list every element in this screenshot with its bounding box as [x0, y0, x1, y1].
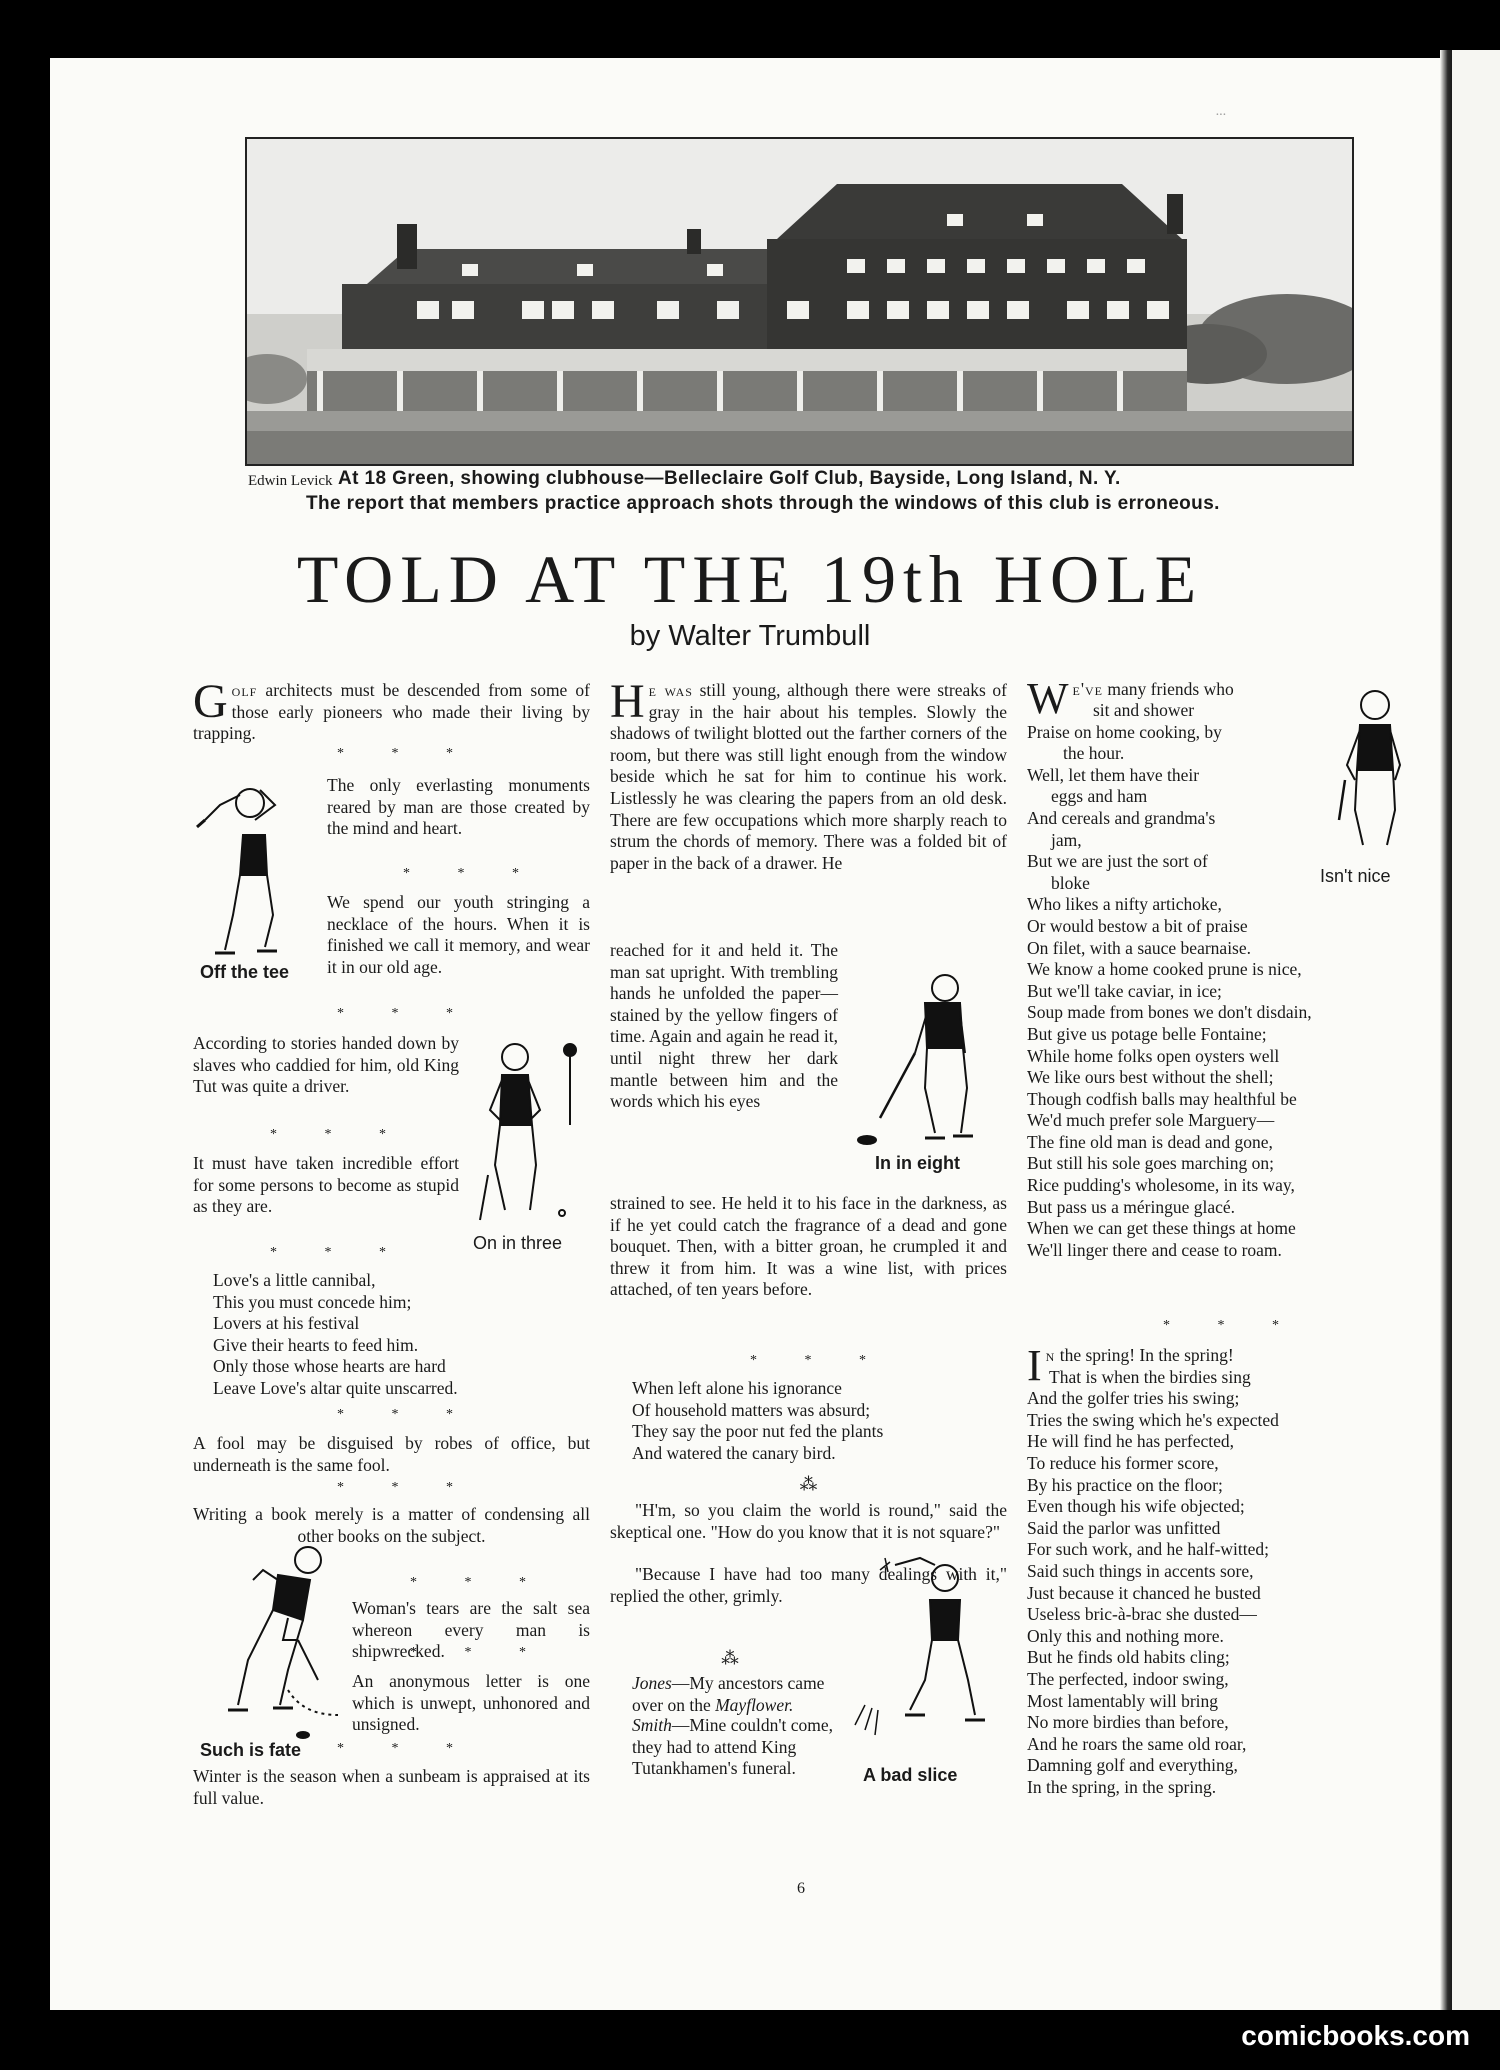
golfer-bad-slice-illustration	[850, 1550, 1010, 1755]
section-divider: * * *	[270, 1127, 408, 1142]
verse-line: We know a home cooked prune is nice,	[1027, 959, 1302, 980]
col1-paragraph-1	[193, 675, 590, 745]
verse-line: We'll linger there and cease to roam.	[1027, 1239, 1282, 1260]
verse-line: But we'll take caviar, in ice;	[1027, 980, 1222, 1001]
section-divider: * * *	[337, 1741, 475, 1756]
col2-paragraph-1a	[610, 675, 1007, 874]
verse-line: But pass us a méringue glacé.	[1027, 1196, 1236, 1217]
verse-line: When we can get these things at home	[1027, 1218, 1296, 1239]
verse-line: bloke	[1051, 872, 1090, 893]
col1-paragraph-7: Writing a book merely is a matter of condensing all other books on the subject.	[193, 1504, 590, 1546]
col1-paragraph-2: The only everlasting monuments reared by man are those created by the mind and heart.	[327, 775, 590, 839]
col1-paragraph-3: We spend our youth stringing a necklace of the hours. When it is finished we call it memory, and wear it in our old age.	[327, 892, 590, 977]
verse-line: But we are just the sort of	[1027, 851, 1208, 872]
verse-line: Leave Love's altar quite unscarred.	[213, 1377, 458, 1398]
col1-verse	[213, 1270, 593, 1400]
verse-line: Only those whose hearts are hard	[213, 1356, 446, 1377]
col1-paragraph-8: Woman's tears are the salt sea whereon every man is shipwrecked.	[352, 1598, 590, 1662]
caption-in-in-eight: In in eight	[875, 1153, 960, 1173]
verse-line: Most lamentably will bring	[1027, 1690, 1219, 1711]
golfer-isnt-nice-illustration	[1325, 685, 1425, 855]
paragraph-text: "Because I have had too many dealings with it," replied the other, grimly.	[610, 1564, 1007, 1606]
verse-line: The perfected, indoor swing,	[1027, 1668, 1229, 1689]
verse-line: Even though his wife objected;	[1027, 1496, 1245, 1517]
verse-line: jam,	[1051, 829, 1082, 850]
col1-paragraph-4: According to stories handed down by slaves who caddied for him, old King Tut was quite a driver.	[193, 1033, 459, 1097]
fleuron-divider: ⁂	[799, 1474, 818, 1494]
photo-caption-line-2: The report that members practice approach shots through the windows of this club is erroneous.	[306, 493, 1220, 514]
adjacent-page-edge	[1452, 50, 1500, 2010]
verse-line: But he finds old habits cling;	[1027, 1647, 1230, 1668]
drop-cap: G	[193, 675, 228, 728]
speaker-name: Smith	[632, 1715, 672, 1735]
drop-cap: I	[1027, 1341, 1042, 1390]
verse-line: That is when the birdies sing	[1049, 1366, 1251, 1387]
col3-verse-2	[1027, 1341, 1407, 1798]
quote-text: —My ancestors came over on the	[632, 1673, 825, 1715]
verse-line: And watered the canary bird.	[632, 1442, 836, 1463]
col2-paragraph-1c: strained to see. He held it to his face in the darkness, as if he yet could catch the fragrance of a dead and gone bouquet. Then, with a bitter groan, he crumpled it and threw it from him. It was a wine list, with prices attached, of ten years before.	[610, 1193, 1007, 1300]
verse-line: Give their hearts to feed him.	[213, 1334, 419, 1355]
verse-line: On filet, with a sauce bearnaise.	[1027, 937, 1252, 958]
verse-line: the hour.	[1063, 743, 1125, 764]
verse-line: In the spring, in the spring.	[1027, 1776, 1217, 1797]
page-mark: ...	[1216, 104, 1227, 119]
verse-line: Only this and nothing more.	[1027, 1625, 1224, 1646]
verse-line: Well, let them have their	[1027, 764, 1200, 785]
fleuron-divider: ⁂	[721, 1648, 739, 1668]
verse-line: Of household matters was absurd;	[632, 1399, 871, 1420]
verse-line: Useless bric-à-brac she dusted—	[1027, 1604, 1257, 1625]
small-caps-text: n	[1045, 1345, 1056, 1365]
verse-line: And he roars the same old roar,	[1027, 1733, 1247, 1754]
col2-smith-quote	[632, 1715, 837, 1780]
verse-line: They say the poor nut fed the plants	[632, 1421, 884, 1442]
photo-caption-line-1: At 18 Green, showing clubhouse—Belleclaire Golf Club, Bayside, Long Island, N. Y.	[338, 468, 1121, 489]
verse-line: When left alone his ignorance	[632, 1378, 842, 1398]
col1-paragraph-6: A fool may be disguised by robes of office, but underneath is the same fool.	[193, 1433, 590, 1475]
verse-line: Though codfish balls may healthful be	[1027, 1088, 1297, 1109]
col2-jones-quote	[632, 1673, 837, 1716]
col2-verse	[632, 1378, 1012, 1464]
site-watermark: comicbooks.com	[1241, 2020, 1470, 2051]
golfer-in-in-eight-illustration	[855, 968, 1005, 1153]
page-number: 6	[797, 1880, 805, 1897]
section-divider: * * *	[337, 1407, 475, 1422]
verse-line: Said such things in accents sore,	[1027, 1560, 1254, 1581]
verse-line: Love's a little cannibal,	[213, 1270, 376, 1290]
paragraph-text: still young, although there were streaks of gray in the hair about his temples. Slowly the shadows of twilight blotted out the farther corners of the room, but there was still light enough from the window beside which he sat for him to continue his work. Listlessly he was clearing the papers from an old desk. There are few occupations which more sharply reach to strum the chords of memory. There was a folded bit of paper in the back of a drawer. He	[610, 680, 1007, 873]
small-caps-text: e've	[1072, 679, 1104, 699]
verse-line: We like ours best without the shell;	[1027, 1067, 1274, 1088]
section-divider: * * *	[1163, 1318, 1301, 1333]
verse-line: No more birdies than before,	[1027, 1712, 1229, 1733]
section-divider: * * *	[337, 746, 475, 761]
small-caps-text: olf	[231, 680, 258, 700]
verse-text: many friends who	[1107, 679, 1234, 699]
col1-paragraph-5: It must have taken incredible effort for some persons to become as stupid as they are.	[193, 1153, 459, 1217]
photo-credit: Edwin Levick	[248, 473, 333, 489]
section-divider: * * *	[410, 1575, 548, 1590]
paragraph-text: architects must be descended from some of those early pioneers who made their living by trapping.	[193, 680, 590, 744]
verse-line: sit and shower	[1093, 700, 1195, 720]
verse-line: For such work, and he half-witted;	[1027, 1539, 1270, 1560]
section-divider: * * *	[270, 1245, 408, 1260]
verse-line: Just because it chanced he busted	[1027, 1582, 1261, 1603]
verse-line: But still his sole goes marching on;	[1027, 1153, 1274, 1174]
small-caps-text: e was	[648, 680, 693, 700]
drop-cap: W	[1027, 674, 1069, 723]
caption-off-the-tee: Off the tee	[200, 962, 290, 982]
verse-line: Lovers at his festival	[213, 1313, 360, 1334]
article-byline: by Walter Trumbull	[629, 620, 871, 652]
verse-line: Rice pudding's wholesome, in its way,	[1027, 1175, 1295, 1196]
verse-line: Damning golf and everything,	[1027, 1755, 1238, 1776]
section-divider: * * *	[403, 866, 541, 881]
verse-line: To reduce his former score,	[1027, 1452, 1219, 1473]
clubhouse-photo	[245, 137, 1354, 466]
section-divider: * * *	[410, 1645, 548, 1660]
ship-name: Mayflower.	[715, 1694, 794, 1715]
section-divider: * * *	[337, 1480, 475, 1495]
section-divider: * * *	[337, 1006, 475, 1021]
caption-on-in-three: On in three	[473, 1233, 563, 1253]
caption-isnt-nice: Isn't nice	[1320, 866, 1391, 886]
col1-paragraph-10: Winter is the season when a sunbeam is appraised at its full value.	[193, 1766, 590, 1808]
verse-line: Said the parlor was unfitted	[1027, 1517, 1221, 1538]
caption-a-bad-slice: A bad slice	[863, 1765, 958, 1785]
verse-line: We'd much prefer sole Marguery—	[1027, 1110, 1275, 1131]
speaker-name: Jones	[632, 1673, 672, 1693]
verse-line: Soup made from bones we don't disdain,	[1027, 1002, 1312, 1023]
verse-line: Praise on home cooking, by	[1027, 721, 1222, 742]
verse-line: But give us potage belle Fontaine;	[1027, 1023, 1267, 1044]
col2-paragraph-1b: reached for it and held it. The man sat upright. With trembling hands he unfolded the paper—stained by the yellow fingers of time. Again and again he read it, until night threw her dark mantle between him and the words which his eyes	[610, 940, 838, 1112]
verse-line: The fine old man is dead and gone,	[1027, 1131, 1273, 1152]
verse-line: By his practice on the floor;	[1027, 1474, 1223, 1495]
verse-line: eggs and ham	[1051, 786, 1148, 807]
golfer-off-the-tee-illustration	[195, 775, 315, 960]
verse-line: And the golfer tries his swing;	[1027, 1388, 1240, 1409]
col2-paragraph-2: "H'm, so you claim the world is round," said the skeptical one. "How do you know that it is not square?"	[610, 1500, 1007, 1542]
caption-such-is-fate: Such is fate	[200, 1740, 302, 1760]
verse-line: Tries the swing which he's expected	[1027, 1409, 1279, 1430]
verse-text: the spring! In the spring!	[1055, 1345, 1234, 1365]
golfer-such-is-fate-illustration	[218, 1540, 338, 1745]
verse-line: While home folks open oysters well	[1027, 1045, 1280, 1066]
quote-text: —Mine couldn't come, they had to attend King Tutankhamen's funeral.	[632, 1715, 833, 1779]
verse-line: Or would bestow a bit of praise	[1027, 915, 1248, 936]
verse-line: This you must concede him;	[213, 1291, 412, 1312]
article-title: TOLD AT THE 19th HOLE	[296, 541, 1204, 617]
drop-cap: H	[610, 675, 645, 728]
col1-paragraph-9: An anonymous letter is one which is unwept, unhonored and unsigned.	[352, 1671, 590, 1735]
verse-line: He will find he has perfected,	[1027, 1431, 1235, 1452]
verse-line: And cereals and grandma's	[1027, 807, 1216, 828]
golfer-on-in-three-illustration	[470, 1035, 590, 1225]
section-divider: * * *	[750, 1353, 888, 1368]
verse-line: Who likes a nifty artichoke,	[1027, 894, 1222, 915]
